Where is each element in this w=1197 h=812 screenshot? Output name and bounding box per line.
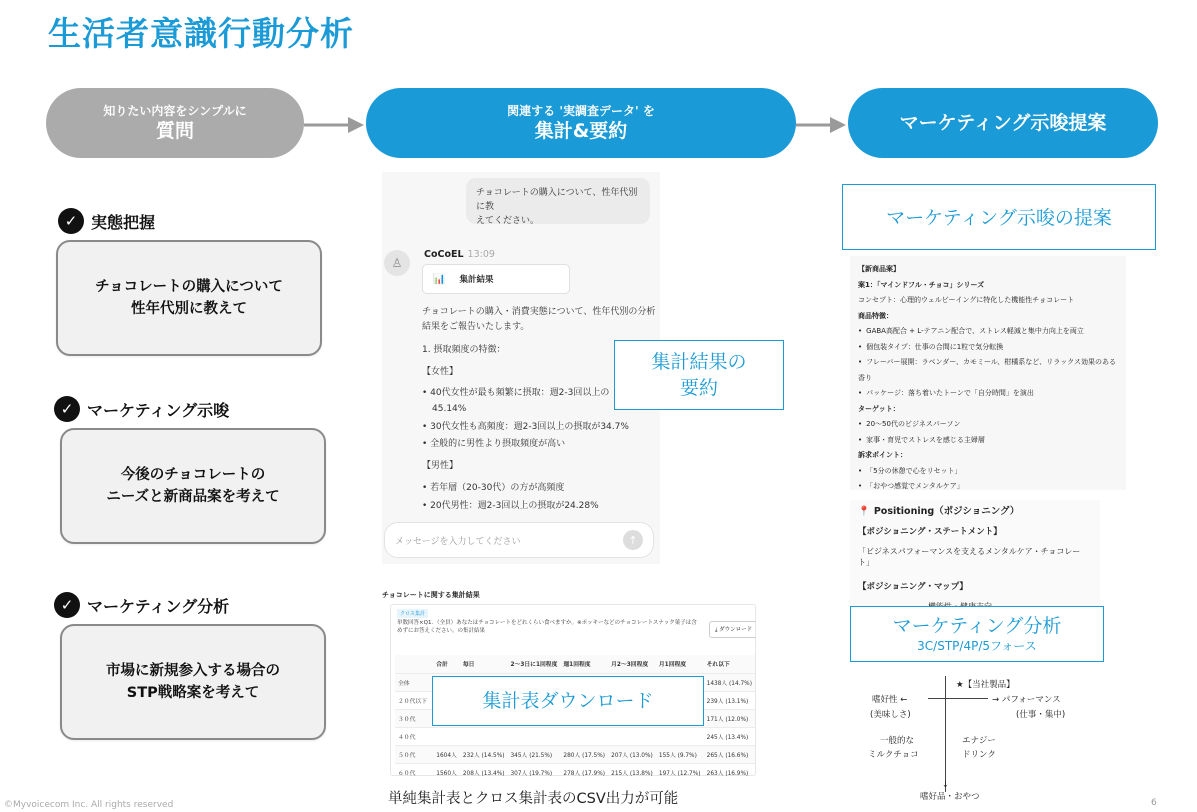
map-axis-arrow-icon: ↓ bbox=[942, 780, 949, 789]
proposal-panel bbox=[850, 256, 1126, 490]
message-input-placeholder: メッセージを入力してください bbox=[395, 536, 521, 547]
table-header: 2～3日に1回程度 bbox=[507, 655, 560, 673]
flow-arrow-icon bbox=[304, 114, 366, 136]
bot-name-label: CoCoEL bbox=[424, 249, 464, 260]
quadrant-label: エナジー bbox=[962, 736, 996, 746]
case-heading-label: マーケティング分析 bbox=[87, 596, 230, 616]
result-card[interactable] bbox=[422, 264, 570, 294]
table-cell bbox=[460, 727, 508, 745]
message-input[interactable] bbox=[384, 522, 654, 558]
panel-section: 【新商品案】 bbox=[858, 265, 900, 273]
map-left-sublabel: (美味しさ) bbox=[870, 710, 911, 720]
panel-concept: コンセプト：心理的ウェルビーイングに特化した機能性チョコレート bbox=[858, 296, 1075, 304]
table-cell bbox=[656, 727, 704, 745]
send-arrow-icon[interactable]: ↑ bbox=[623, 530, 643, 550]
flow-step-aggregate bbox=[366, 88, 796, 158]
chat-text: 45.14% bbox=[432, 404, 467, 414]
table-cell: ２０代以下 bbox=[395, 691, 433, 709]
table-header: それ以下 bbox=[704, 655, 755, 673]
bar-chart-icon: 📊 bbox=[433, 273, 446, 285]
table-header: 週1回程度 bbox=[560, 655, 608, 673]
case-heading bbox=[58, 208, 155, 234]
user-avatar-icon: ♙ bbox=[384, 250, 410, 276]
summary-callout-line: 要約 bbox=[679, 377, 718, 399]
prompt-line: ニーズと新商品案を考えて bbox=[106, 489, 280, 505]
table-row bbox=[395, 763, 755, 776]
flow-step-proposal bbox=[848, 88, 1158, 158]
flow-step-question-sub: 知りたい内容をシンプルに bbox=[103, 104, 247, 118]
prompt-line: 市場に新規参入する場合の bbox=[106, 663, 280, 679]
map-axis-horizontal bbox=[928, 698, 988, 699]
table-cell: 155人 (9.7%) bbox=[656, 745, 704, 763]
analysis-callout-sub: 3C/STP/4P/5フォース bbox=[917, 639, 1037, 653]
panel-feature: • 個包装タイプ：仕事の合間に1粒で気分転換 bbox=[858, 340, 1118, 356]
prompt-line: STP戦略案を考えて bbox=[126, 685, 260, 701]
panel-appeal: • 「おやつ感覚でメンタルケア」 bbox=[858, 479, 1118, 490]
quadrant-label: ドリンク bbox=[962, 750, 996, 760]
axis-bottom-label: 嗜好品・おやつ bbox=[920, 792, 980, 802]
prompt-example bbox=[60, 428, 326, 544]
table-cell: 208人 (13.4%) bbox=[460, 763, 508, 776]
positioning-panel bbox=[850, 500, 1100, 612]
result-card-label: 集計結果 bbox=[459, 275, 494, 285]
flow-arrow-icon bbox=[796, 114, 848, 136]
table-cell: ５０代 bbox=[395, 745, 433, 763]
table-row bbox=[395, 745, 755, 763]
table-cell: 245人 (13.4%) bbox=[704, 727, 755, 745]
bot-name bbox=[424, 249, 495, 260]
chat-text: 結果をご報告いたします。 bbox=[422, 322, 530, 332]
table-cell: ３０代 bbox=[395, 709, 433, 727]
panel-appeal-label: 訴求ポイント： bbox=[858, 451, 907, 459]
prompt-line: 今後のチョコレートの bbox=[120, 467, 266, 483]
table-cell: 171人 (12.0%) bbox=[704, 709, 755, 727]
summary-callout-line: 集計結果の bbox=[651, 351, 747, 373]
panel-feature: • パッケージ：落ち着いたトーンで「自分時間」を演出 bbox=[858, 386, 1118, 402]
table-cell: 232人 (14.5%) bbox=[460, 745, 508, 763]
chat-text: • 全般的に男性より摂取頻度が高い bbox=[422, 439, 566, 449]
download-callout: 集計表ダウンロード bbox=[432, 676, 704, 726]
table-header: 月1回程度 bbox=[656, 655, 704, 673]
case-heading bbox=[54, 592, 229, 618]
positioning-statement: 「ビジネスパフォーマンスを支えるメンタルケア・チョコレート」 bbox=[858, 547, 1081, 567]
page-number: 6 bbox=[1151, 798, 1157, 808]
check-circle-icon: ✓ bbox=[58, 208, 84, 234]
table-cell: 278人 (17.9%) bbox=[560, 763, 608, 776]
table-cell: 345人 (21.5%) bbox=[507, 745, 560, 763]
table-cell: 280人 (17.5%) bbox=[560, 745, 608, 763]
proposal-callout: マーケティング示唆の提案 bbox=[842, 184, 1156, 250]
table-cell: ４０代 bbox=[395, 727, 433, 745]
panel-features-label: 商品特徴： bbox=[858, 311, 893, 320]
quadrant-label: 一般的な bbox=[880, 736, 915, 746]
table-cell: ６０代 bbox=[395, 763, 433, 776]
table-tag: クロス集計 bbox=[397, 609, 428, 618]
panel-feature: • GABA高配合 + L-テアニン配合で、ストレス軽減と集中力向上を両立 bbox=[858, 324, 1118, 340]
case-heading bbox=[54, 396, 229, 422]
user-message-line: えてください。 bbox=[476, 216, 540, 226]
panel-target: • 20～50代のビジネスパーソン bbox=[858, 417, 1118, 433]
positioning-map bbox=[858, 676, 1108, 806]
csv-caption: 単純集計表とクロス集計表のCSV出力が可能 bbox=[388, 791, 679, 807]
flow-step-aggregate-sub: 関連する '実調査データ' を bbox=[507, 104, 655, 118]
pin-icon: 📍 bbox=[858, 506, 870, 517]
table-cell: 1560人 bbox=[433, 763, 460, 776]
table-title: チョコレートに関する集計結果 bbox=[382, 591, 480, 599]
quadrant-label: ミルクチョコ bbox=[868, 750, 919, 760]
table-description: 単数回答×Q1．（全員）あなたはチョコレートをどれくらい食べますか。※ポッキーなどのチョコレートスナック菓子は含めずにお答えください。の集計結果 bbox=[397, 620, 697, 634]
table-cell bbox=[608, 727, 656, 745]
prompt-example bbox=[60, 624, 326, 740]
table-cell: 265人 (16.6%) bbox=[704, 745, 755, 763]
chat-text: 【女性】 bbox=[422, 367, 459, 377]
table-cell bbox=[433, 727, 460, 745]
table-header: 月2～3回程度 bbox=[608, 655, 656, 673]
table-cell: 307人 (19.7%) bbox=[507, 763, 560, 776]
panel-target-label: ターゲット： bbox=[858, 404, 900, 413]
table-header: 合計 bbox=[433, 655, 460, 673]
panel-feature: • フレーバー展開：ラベンダー、カモミール、柑橘系など、リラックス効果のある香り bbox=[858, 355, 1118, 386]
prompt-line: チョコレートの購入について bbox=[95, 279, 283, 295]
chat-text: チョコレートの購入・消費実態について、性年代別の分析 bbox=[422, 307, 656, 317]
map-right-label: → パフォーマンス bbox=[992, 695, 1061, 705]
own-product-label: ★【当社製品】 bbox=[956, 680, 1015, 690]
chat-text: 1. 摂取頻度の特徴： bbox=[422, 345, 506, 355]
table-cell: 215人 (13.8%) bbox=[608, 763, 656, 776]
panel-plan: 案1：「マインドフル・チョコ」シリーズ bbox=[858, 280, 985, 289]
chat-text: • 20代男性：週2-3回以上の摂取が24.28% bbox=[422, 501, 599, 511]
map-left-label: 嗜好性 ← bbox=[872, 695, 908, 705]
flow-step-proposal-main: マーケティング示唆提案 bbox=[899, 112, 1107, 134]
map-axis-vertical bbox=[945, 676, 946, 792]
table-cell: 239人 (13.1%) bbox=[704, 691, 755, 709]
case-heading-label: マーケティング示唆 bbox=[87, 400, 230, 420]
positioning-statement-label: 【ポジショニング・ステートメント】 bbox=[858, 527, 1002, 537]
table-cell: 1438人 (14.7%) bbox=[704, 673, 755, 691]
table-cell: 263人 (16.9%) bbox=[704, 763, 755, 776]
table-header bbox=[395, 655, 433, 673]
page-title: 生活者意識行動分析 bbox=[48, 14, 354, 53]
chat-text: • 40代女性が最も頻繁に摂取：週2-3回以上の bbox=[422, 388, 610, 398]
analysis-callout-main: マーケティング分析 bbox=[892, 615, 1062, 637]
table-cell: 197人 (12.7%) bbox=[656, 763, 704, 776]
prompt-line: 性年代別に教えて bbox=[131, 301, 247, 317]
user-message-line: チョコレートの購入について、性年代別に教 bbox=[476, 188, 638, 212]
table-cell bbox=[560, 727, 608, 745]
panel-appeal: • 「5分の休憩で心をリセット」 bbox=[858, 464, 1118, 480]
summary-callout bbox=[614, 340, 784, 410]
chat-text: • 30代女性も高頻度：週2-3回以上の摂取が34.7% bbox=[422, 422, 629, 432]
user-message bbox=[466, 178, 650, 224]
table-cell: 1604人 bbox=[433, 745, 460, 763]
table-cell: 207人 (13.0%) bbox=[608, 745, 656, 763]
chat-text: • 若年層（20-30代）の方が高頻度 bbox=[422, 483, 565, 493]
flow-step-question-main: 質問 bbox=[155, 120, 194, 142]
download-button[interactable]: ⤓ ダウンロード bbox=[709, 621, 756, 638]
chat-text: 【男性】 bbox=[422, 461, 459, 471]
panel-target: • 家事・育児でストレスを感じる主婦層 bbox=[858, 433, 1118, 449]
positioning-title-text: Positioning（ポジショニング） bbox=[873, 506, 1020, 517]
copyright: ©Myvoicecom Inc. All rights reserved bbox=[4, 800, 174, 810]
bot-timestamp: 13:09 bbox=[467, 249, 495, 260]
positioning-title bbox=[858, 503, 1092, 517]
analysis-callout bbox=[850, 606, 1104, 662]
table-row bbox=[395, 727, 755, 745]
prompt-example bbox=[56, 240, 322, 356]
case-heading-label: 実態把握 bbox=[91, 212, 156, 232]
positioning-map-label: 【ポジショニング・マップ】 bbox=[858, 582, 968, 592]
map-right-sublabel: (仕事・集中) bbox=[1016, 710, 1066, 720]
check-circle-icon: ✓ bbox=[54, 592, 80, 618]
table-cell: 全体 bbox=[395, 673, 433, 691]
check-circle-icon: ✓ bbox=[54, 396, 80, 422]
table-header: 毎日 bbox=[460, 655, 508, 673]
flow-step-question bbox=[46, 88, 304, 158]
table-cell bbox=[507, 727, 560, 745]
flow-step-aggregate-main: 集計&要約 bbox=[534, 120, 628, 142]
table-header-row bbox=[395, 655, 755, 673]
